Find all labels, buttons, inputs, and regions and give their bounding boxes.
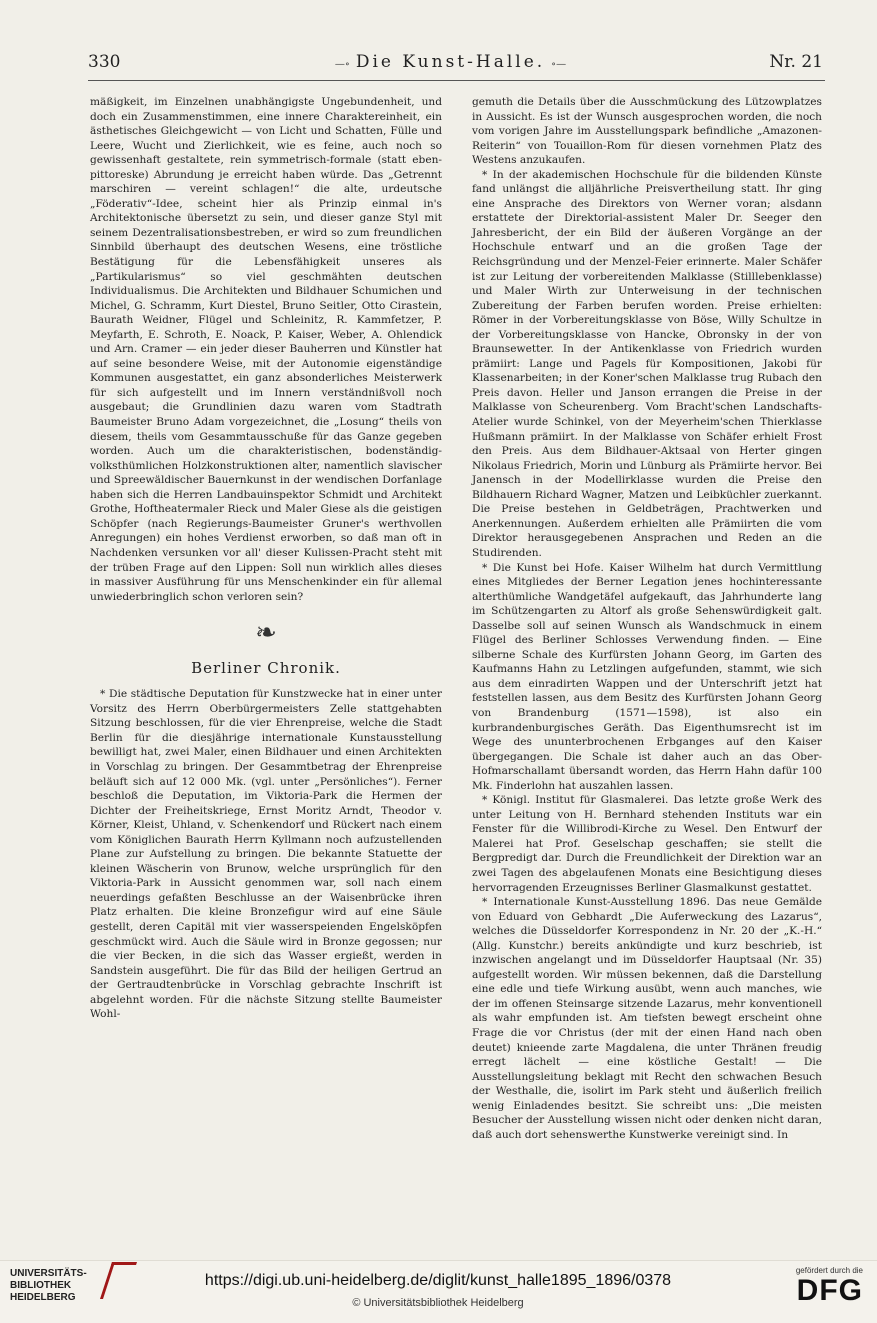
issue-number: Nr. 21 xyxy=(769,52,823,72)
library-logo[interactable] xyxy=(10,1268,150,1304)
article-paragraph: * Internationale Kunst-Ausstellung 1896. Das neue Gemälde von Eduard von Gebhardt „Die Auferweckung des Lazarus“, welches die Düsseldorfer Korrespondenz in Nr. 20 der „K.-H.“ (Allg. Kunstchr.) bereits ankündigte und kurz beschrieb, ist inzwischen angelangt und im Düsseldorfer Hauptsaal (Nr. 35) aufgestellt worden. Wir müssen bekennen, daß die Darstellung eine edle und tiefe Wirkung ausübt, wenn auch manches, wie der im offenen Steinsarge sitzende Lazarus, mehr konventionell als wahr empfunden ist. Am tiefsten bewegt erscheint ohne Frage die vor Christus (der mit der einen Hand nach oben deutet) knieende zarte Magdalena, die unter Thränen freudig erregt lächelt — eine köstliche Gestalt! — Die Ausstellungsleitung beklagt mit Recht den schwachen Besuch der Westhalle, die, isolirt im Park steht und äußerlich freilich wenig Einladendes besitzt. Sie schreibt uns: „Die meisten Besucher der Ausstellung wissen nicht oder denken nicht daran, daß auch dort sehenswerthe Kunstwerke vereinigt sind. In xyxy=(472,896,822,1141)
article-paragraph: gemuth die Details über die Ausschmückung des Lützowplatzes in Aussicht. Es ist der Wunsch ausgesprochen worden, die noch vom vorigen Jahre im Ausstellungspark befindliche „Amazonen-Reiterin“ von Touaillon-Rom für diesen vornehmen Platz des Westens anzukaufen. xyxy=(472,96,822,167)
funder-note: gefördert durch die xyxy=(795,1266,863,1275)
page-header xyxy=(88,50,823,74)
journal-title-text: Die Kunst-Halle. xyxy=(355,52,546,72)
permalink-url[interactable]: https://digi.ub.uni-heidelberg.de/diglit/kunst_halle1895_1896/0378 xyxy=(204,1272,672,1289)
article-paragraph: * Königl. Institut für Glasmalerei. Das letzte große Werk des unter Leitung von H. Bernhard stehenden Instituts war ein Fenster für die Willibrodi-Kirche zu Wesel. Den Entwurf der Malerei hat Prof. Geselschap geschaffen; sie stellt die Bergpredigt dar. Durch die Freundlichkeit der Direktion war an zwei Tagen des abgelaufenen Monats eine Besichtigung dieses hervorragenden Erzeugnisses Berliner Glasmalkunst gestattet. xyxy=(472,794,822,894)
right-column xyxy=(472,95,822,1142)
library-name-line3: HEIDELBERG xyxy=(10,1292,76,1303)
page-number: 330 xyxy=(88,52,121,72)
article-paragraph: * In der akademischen Hochschule für die bildenden Künste fand unlängst die alljährliche Preisvertheilung statt. Ihr ging eine Ansprache des Direktors von Werner voran; alsdann erstattete der Direktorial-assistent Maler Dr. Seeger den Jahresbericht, der ein Bild der äußeren Vorgänge an der Hochschule entwarf und an die großen Tage der Reichsgründung und der Menzel-Feier erinnerte. Maler Schäfer ist zur Leitung der vorbereitenden Malklasse (Stilllebenklasse) und Maler Wirth zur Unterweisung in der technischen Zubereitung der Farben berufen worden. Preise erhielten: Römer in der Vorbereitungsklasse von Böse, Willy Schultze in der Vorbereitungsklasse von Hancke, Obronsky in der von Braunsewetter. In der Antikenklasse von Friedrich wurden prämiirt: Lange und Pagels für Kompositionen, Jakobi für Klassenarbeiten; in der Koner'schen Malklasse trug Rubach den Preis davon. Heller und Janson errangen die Preise in der Malklasse von Scheurenberg. Vom Bracht'schen Landschafts-Atelier wurde Schinkel, von der Meyerheim'schen Thierklasse Hußmann prämiirt. In der Malklasse von Schäfer erhielt Frost den Preis. Aus dem Bildhauer-Aktsaal von Herter gingen Nikolaus Friedrich, Morin und Lünburg als Prämiirte hervor. Bei Janensch in der Modellirklasse wurden die Preise den Bildhauern Richard Wagner, Matzen und Leibküchler zuerkannt. Die Preise bestehen in Geldbeträgen, Prachtwerken und Anerkennungen. Außerdem erhielten alle Prämiirten die vom Direktor herausgegebenen Ansprachen und Reden an die Studirenden. xyxy=(472,168,822,559)
library-name-line2: BIBLIOTHEK xyxy=(10,1280,72,1291)
library-name-line1: UNIVERSITÄTS- xyxy=(10,1268,87,1279)
header-rule xyxy=(88,80,825,81)
ornament-left-icon: —∘ xyxy=(334,59,350,70)
section-title: Berliner Chronik. xyxy=(191,658,341,677)
left-column xyxy=(90,95,442,1022)
journal-title xyxy=(148,52,753,72)
article-paragraph: * Die Kunst bei Hofe. Kaiser Wilhelm hat durch Vermittlung eines Mitgliedes der Berner Legation jenes hochinteressante alterthümliche Wandgetäfel aufgekauft, das Jahrhunderte lang im Schützengarten zu Altorf als große Sehenswürdigkeit galt. Dasselbe soll auf seinen Wunsch als Wandschmuck in einem Flügel des Berliner Schlosses Verwendung finden. — Eine silberne Schale des Kurfürsten Johann Georg, im Garten des Kaufmanns Hahn zu Letzlingen aufgefunden, stammt, wie sich aus dem einradirten Wappen und der Unterschrift jetzt hat feststellen lassen, aus dem Besitz des Kurfürsten Johann Georg von Brandenburg (1571—1598), ist also ein kurbrandenburgisches Geräth. Das Eigenthumsrecht ist im Wege des ununterbrochenen Erbganges auf den Kaiser übergegangen. Die Schale ist daher auch an das Ober-Hofmarschallamt übersandt worden, das Herrn Hahn dafür 100 Mk. Finderlohn hat auszahlen lassen. xyxy=(472,561,822,792)
fleuron-icon: ❧ xyxy=(255,618,277,649)
ornament-right-icon: ∘— xyxy=(551,59,567,70)
article-paragraph: mäßigkeit, im Einzelnen unabhängigste Ungebundenheit, und doch ein Zusammenstimmen, eine innere Charaktereinheit, ein ästhetisches Gleichgewicht — von Licht und Schatten, Fülle und Leere, Wucht und Zierlichkeit, wie es feine, auch noch so gewissenhaft gestaltete, rein symmetrisch-formale (statt eben-pittoreske) Abrundung je erreicht haben würde. Das „Getrennt marschiren — vereint schlagen!“ die alte, urdeutsche „Föderativ“-Idee, scheint hier als Prinzip einmal in's Architektonische übersetzt zu sein, und dieser ganze Styl mit seinem Dezentralisationsbestreben, er wird so zum freundlichen Sinnbild überhaupt des deutschen Wesens, eine tröstliche Bestätigung für die Lebensfähigkeit unseres als „Partikularismus“ so viel geschmähten deutschen Individualismus. Die Architekten und Bildhauer Schumichen und Michel, G. Schramm, Kurt Diestel, Bruno Seitler, Otto Cirastein, Baurath Weidner, Flügel und Schleinitz, R. Kammfetzer, P. Meyfarth, E. Schroth, E. Noack, P. Kaiser, Weber, A. Ohlendick und Arn. Cramer — ein jeder dieser Bauherren und Künstler hat auf seine besondere Weise, mit der Autonomie eigenständige Kommunen ausgestattet, ein ganz absonderliches Meisterwerk für sich aufgestellt und im Innern verständnißvoll noch ausgebaut; die Grundlinien dazu waren vom Stadtrath Baumeister Bruno Adam vorgezeichnet, die „Losung“ theils von diesem, theils vom Gesammtausschuße für das Ganze gegeben worden. Auch um die charakteristischen, bodenständig-volksthümlichen Holzkonstruktionen alter, namentlich slavischer und Spreewäldischer Bauernkunst in der wendischen Dorfanlage haben sich die Herren Landbauinspektor Schmidt und Architekt Grothe, Hoftheatermaler Rieck und Maler Giese als die geistigen Schöpfer (nach Regierungs-Baumeister Gruner's werthvollen Anregungen) ein hohes Verdienst erworben, so daß man oft in Nachdenken versunken vor all' dieser Kulissen-Pracht steht mit der trüben Frage auf den Lippen: Soll nun wirklich alles dieses in massiver Ausführung für uns Menschenkinder ein für allemal unwiederbringlich schon verloren sein? xyxy=(90,96,442,603)
funder-name: DFG xyxy=(796,1274,863,1307)
copyright-notice: © Universitätsbibliothek Heidelberg xyxy=(352,1297,524,1309)
article-paragraph: * Die städtische Deputation für Kunstzwecke hat in einer unter Vorsitz des Herrn Oberbürgermeisters Zelle stattgehabten Sitzung beschlossen, für die vier Ehrenpreise, welche die Stadt Berlin für die diesjährige internationale Kunstausstellung bewilligt hat, zwei Maler, einen Bildhauer und einen Architekten in Vorschlag zu bringen. Der Gesammtbetrag der Ehrenpreise beläuft sich auf 12 000 Mk. (vgl. unter „Persönliches“). Ferner beschloß die Deputation, im Viktoria-Park die Hermen der Dichter der Freiheitskriege, Ernst Moritz Arndt, Theodor v. Körner, Kleist, Uhland, v. Schenkendorf und Rückert nach einem vom Königlichen Baurath Herrn Kyllmann noch aufzustellenden Plane zur Aufstellung zu bringen. Die bekannte Statuette der kleinen Wäscherin von Brunow, welche ursprünglich für den Viktoria-Park in Aussicht genommen war, soll nach einem neuerdings gefaßten Beschlusse an der Waisenbrücke ihren Platz erhalten. Die kleine Bronzefigur wird auf eine Säule gestellt, deren Capitäl mit vier wasserspeienden Engelsköpfen geschmückt wird. Auch die Säule wird in Bronze gegossen; nur die vier Becken, in die sich das Wasser ergießt, werden in Sandstein ausgeführt. Die für das Bild der heiligen Gertrud an der Gertraudtenbrücke in Vorschlag gebrachte Inschrift ist abgelehnt worden. Für die nächste Sitzung stellte Baumeister Wohl- xyxy=(90,688,442,1021)
dfg-logo[interactable] xyxy=(763,1266,863,1307)
